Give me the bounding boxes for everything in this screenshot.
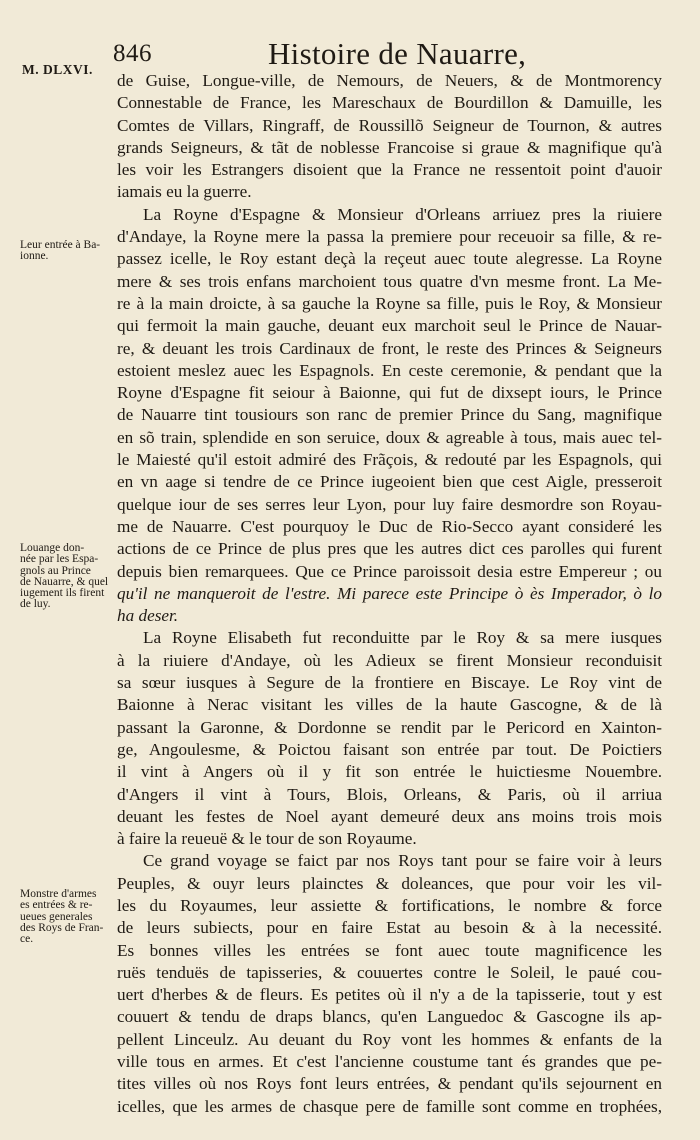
body-line: tites villes où nos Roys font leurs entrées, & pendant qu'ils sejournent en (117, 1074, 662, 1094)
body-line: estoient meslez auec les Espagnols. En ceste ceremonie, & pendant que la (117, 360, 662, 380)
body-line: d'Andaye, la Royne mere la passa la premiere pour receuoir sa fille, & re- (117, 227, 662, 247)
body-line: iamais eu la guerre. (117, 182, 252, 202)
margin-note-line: ionne. (20, 250, 49, 263)
margin-note-line: des Roys de Fran- (20, 921, 104, 934)
body-line: uert d'herbes & de fleurs. Es petites où il n'y a de la tapisserie, tout y est (117, 985, 662, 1005)
body-line: Peuples, & ouyr leurs plainctes & doleances, que pour voir les vil- (117, 873, 662, 893)
margin-note-line: gnols au Prince (20, 564, 91, 577)
margin-note-line: née par les Espa- (20, 553, 99, 566)
margin-note-line: iugement ils firent (20, 587, 105, 600)
body-line: d'Angers il vint à Tours, Blois, Orleans, & Paris, où il arriua (117, 784, 662, 804)
body-line: ville tous en armes. Et c'est l'ancienne coustume tant és grandes que pe- (117, 1052, 662, 1072)
body-line: Royne d'Espagne fit seiour à Baionne, qui fut de dixsept iours, le Prince (117, 383, 662, 403)
body-line: les voir les Estrangers disoient que la France ne ressentoit point d'auoir (117, 160, 662, 180)
body-line: re à la main droicte, à sa gauche la Royne sa fille, puis le Roy, & Monsieur (117, 293, 662, 313)
body-line: à faire la reueuë & le tour de son Royaume. (117, 829, 417, 849)
body-line: La Royne Elisabeth fut reconduitte par le Roy & sa mere iusques (143, 628, 662, 648)
body-line: en vn aage si tendre de ce Prince iugeoient bien que cest Aigle, presseroit (117, 472, 662, 492)
body-line: à la riuiere d'Andaye, où les Adieux se firent Monsieur reconduisit (117, 650, 662, 670)
margin-note-line: de Nauarre, & quel (20, 575, 109, 588)
body-line: ge, Angoulesme, & Poictou faisant son entrée par tout. De Poictiers (117, 739, 662, 759)
body-line: pellent Linceulz. Au deuant du Roy vont les hommes & enfants de la (117, 1029, 662, 1049)
body-text (117, 70, 662, 1118)
body-line: actions de ce Prince de plus pres que les autres dict ces parolles qui furent (117, 539, 662, 559)
body-line: deuant les festes de Noel ayant demeuré deux ans moins trois mois (117, 806, 662, 826)
body-line: de Nauarre tint tousiours son ranc de premier Prince du Sang, magnifique (117, 405, 662, 425)
margin-note-line: Leur entrée à Ba- (20, 239, 101, 251)
body-line: La Royne d'Espagne & Monsieur d'Orleans arriuez pres la riuiere (143, 204, 662, 224)
body-line: Es bonnes villes les entrées se font auec toute magnificence les (117, 940, 662, 960)
body-line: Comtes de Villars, Ringraff, de Roussillõ Seigneur de Tournon, & autres (117, 115, 662, 135)
body-line: en sõ train, splendide en son seruice, doux & agreable à tous, mais auec tel- (117, 427, 662, 447)
margin-note-entree-baionne (20, 240, 112, 263)
margin-note-monstre-armes (20, 889, 112, 945)
body-line: passant la Garonne, & Dordonne se rendit par le Pericord en Xainton- (117, 717, 662, 737)
body-line: depuis bien remarquees. Que ce Prince paroissoit desia estre Empereur ; ou (117, 561, 662, 581)
body-line: le Maiesté qu'il estoit admiré des Frãçois, & redouté par les Espagnols, qui (117, 450, 662, 470)
margin-note-line: Monstre d'armes (20, 888, 97, 900)
body-line: Ce grand voyage se faict par nos Roys tant pour se faire voir à leurs (143, 851, 662, 871)
body-line: icelles, que les armes de chasque pere de famille sont comme en trophées, (117, 1096, 662, 1116)
body-line: Connestable de France, les Mareschaux de Bourdillon & Damuille, les (117, 93, 662, 113)
body-line: ruës tenduës de tapisseries, & couuertes contre le Soleil, le paué cou- (117, 962, 662, 982)
body-line: qu'il ne manqueroit de l'estre. Mi parece este Principe ò ès Imperador, ò lo (117, 583, 662, 603)
body-line: couuert & tendu de draps blancs, qu'en Languedoc & Gascogne ils ap- (117, 1007, 662, 1027)
body-line: il vint à Angers où il y fit son entrée le huictiesme Nouembre. (117, 762, 662, 782)
margin-note-line: ueues generales (20, 910, 93, 923)
margin-note-line: Louange don- (20, 542, 85, 554)
body-line: Baionne à Nerac visitant les villes de la haute Gascogne, & de là (117, 695, 662, 715)
body-line: sa sœur iusques à Segure de la frontiere en Biscaye. Le Roy vint de (117, 673, 662, 693)
margin-note-line: es entrées & re- (20, 899, 93, 912)
body-line: ha deser. (117, 606, 179, 626)
body-line: de leurs subiects, pour en faire Estat au besoin & à la necessité. (117, 918, 662, 938)
page-number: 846 (113, 40, 152, 67)
margin-note-louange (20, 543, 112, 611)
margin-note-line: ce. (20, 933, 34, 946)
body-line: re, & deuant les trois Cardinaux de front, le reste des Princes & Seigneurs (117, 338, 662, 358)
body-line: me de Nauarre. C'est pourquoy le Duc de Rio-Secco ayant consideré les (117, 516, 662, 536)
body-line: mere & ses trois enfans marchoient tous quatre d'vn mesme front. La Me- (117, 271, 662, 291)
margin-note-line: de luy. (20, 598, 51, 611)
body-line: quelque iour de ses serres leur Lyon, pour luy faire desmordre son Royau- (117, 494, 662, 514)
running-title: Histoire de Nauarre, (268, 36, 527, 71)
body-line: qui fermoit la main gauche, deuant eux marchoit seul le Prince de Nauar- (117, 316, 662, 336)
year-label: M. DLXVI. (22, 62, 93, 77)
body-line: de Guise, Longue-ville, de Nemours, de Neuers, & de Montmorency (117, 71, 662, 90)
body-line: grands Seigneurs, & tãt de noblesse Francoise si graue & magnifique qu'à (117, 137, 662, 157)
body-line: passez icelle, le Roy estant deçà la reçeut auec toute alegresse. La Royne (117, 249, 662, 269)
body-line: les du Royaumes, leur assiette & fortifications, le nombre & force (117, 895, 662, 915)
